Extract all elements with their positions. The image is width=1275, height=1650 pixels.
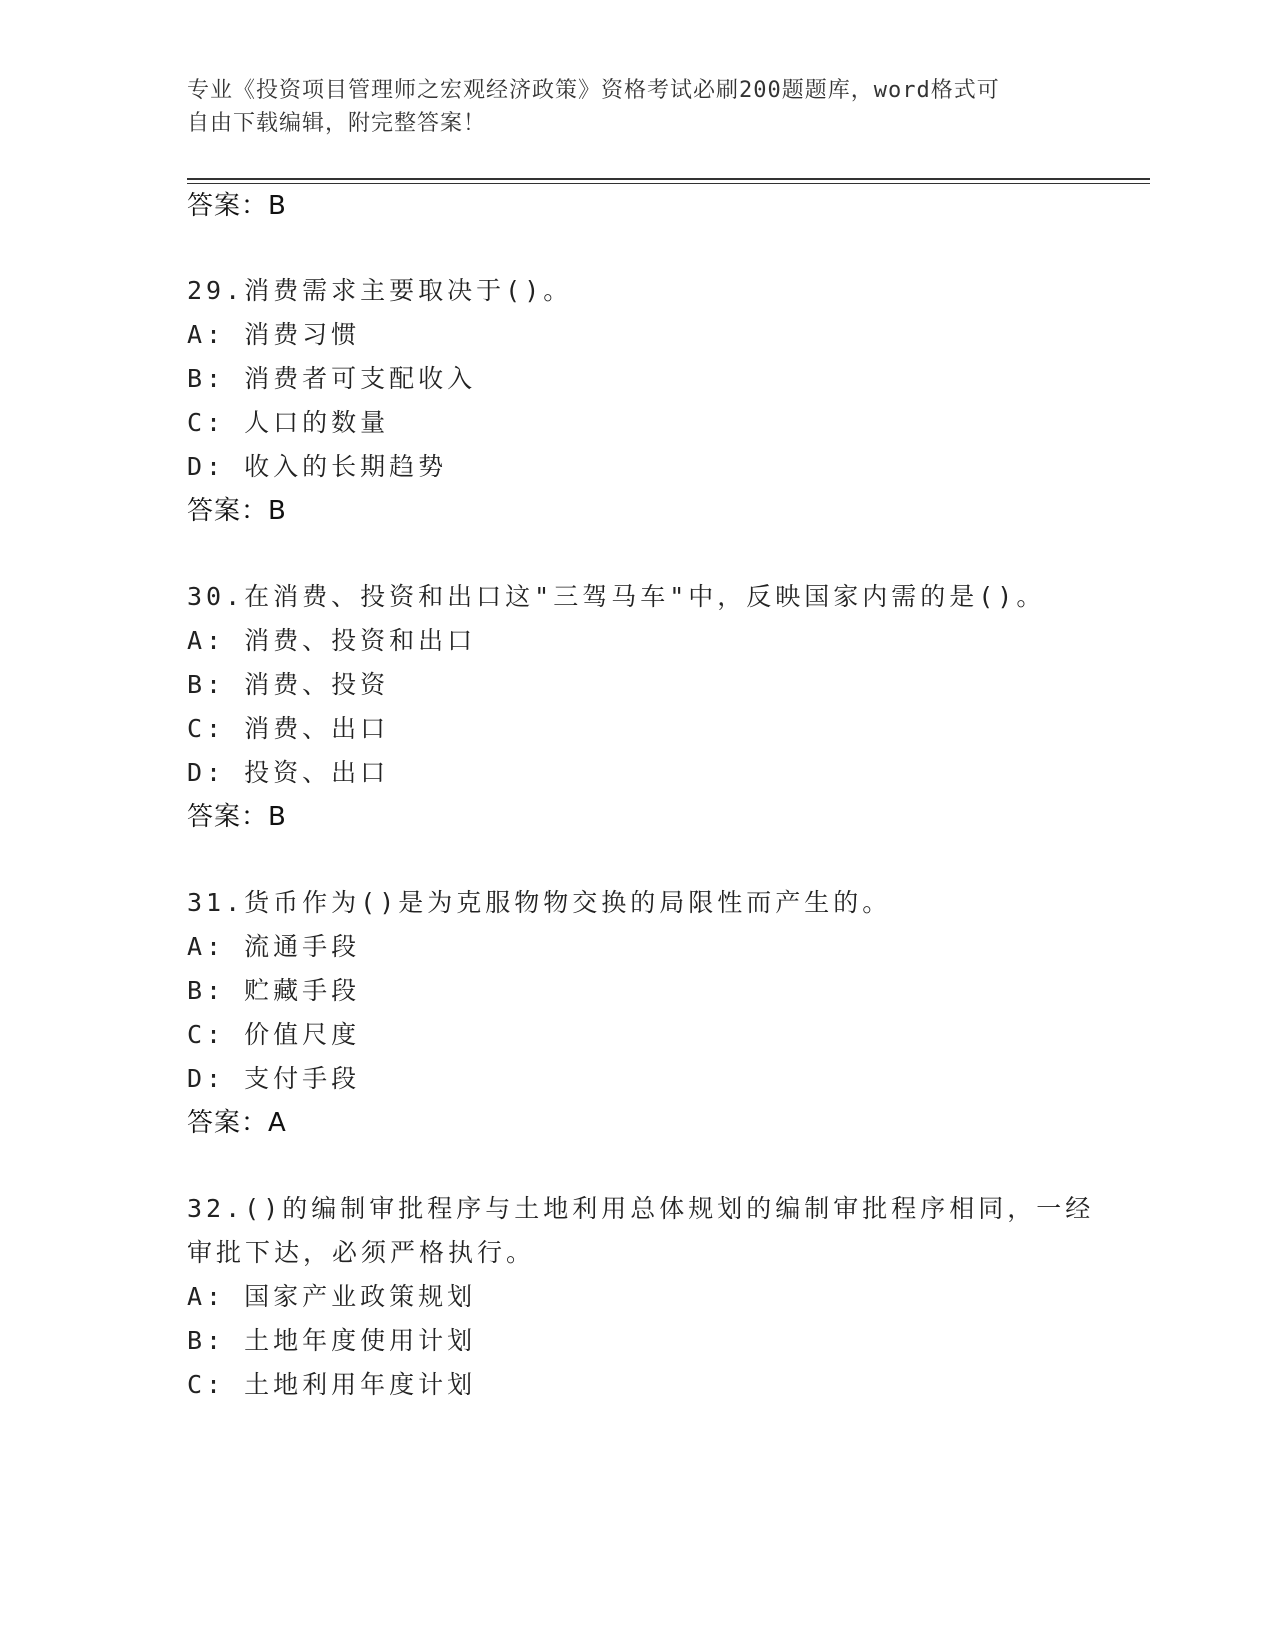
question-31-option-b: B: 贮藏手段 <box>187 976 361 1005</box>
question-32-option-b: B: 土地年度使用计划 <box>187 1326 477 1355</box>
question-30-stem: 30.在消费、投资和出口这"三驾马车"中，反映国家内需的是()。 <box>187 582 1046 611</box>
question-30-answer: 答案：B <box>187 802 287 832</box>
question-30-option-d: D: 投资、出口 <box>187 758 390 787</box>
question-30-option-a: A: 消费、投资和出口 <box>187 626 477 655</box>
question-29-option-b: B: 消费者可支配收入 <box>187 364 477 393</box>
question-29-option-d: D: 收入的长期趋势 <box>187 452 448 481</box>
document-header <box>187 74 1067 140</box>
question-32-option-c: C: 土地利用年度计划 <box>187 1370 477 1399</box>
question-29-option-c: C: 人口的数量 <box>187 408 390 437</box>
header-divider-thin <box>187 183 1150 184</box>
question-31-stem: 31.货币作为()是为克服物物交换的局限性而产生的。 <box>187 888 892 917</box>
question-31-option-a: A: 流通手段 <box>187 932 361 961</box>
question-32-stem-line-1: 32.()的编制审批程序与土地利用总体规划的编制审批程序相同，一经 <box>187 1194 1095 1223</box>
previous-answer: 答案：B <box>187 191 287 221</box>
question-30-option-c: C: 消费、出口 <box>187 714 390 743</box>
question-30-option-b: B: 消费、投资 <box>187 670 390 699</box>
question-32-stem-line-2: 审批下达，必须严格执行。 <box>187 1238 536 1267</box>
question-31-option-d: D: 支付手段 <box>187 1064 361 1093</box>
question-31-answer: 答案：A <box>187 1108 287 1138</box>
header-divider-thick <box>187 178 1150 180</box>
question-31-option-c: C: 价值尺度 <box>187 1020 361 1049</box>
question-29-answer: 答案：B <box>187 496 287 526</box>
header-line-2: 自由下载编辑，附完整答案！ <box>187 111 487 136</box>
question-29-stem: 29.消费需求主要取决于()。 <box>187 276 573 305</box>
question-32-option-a: A: 国家产业政策规划 <box>187 1282 477 1311</box>
question-29-option-a: A: 消费习惯 <box>187 320 361 349</box>
header-line-1: 专业《投资项目管理师之宏观经济政策》资格考试必刷200题题库，word格式可 <box>187 78 1000 103</box>
